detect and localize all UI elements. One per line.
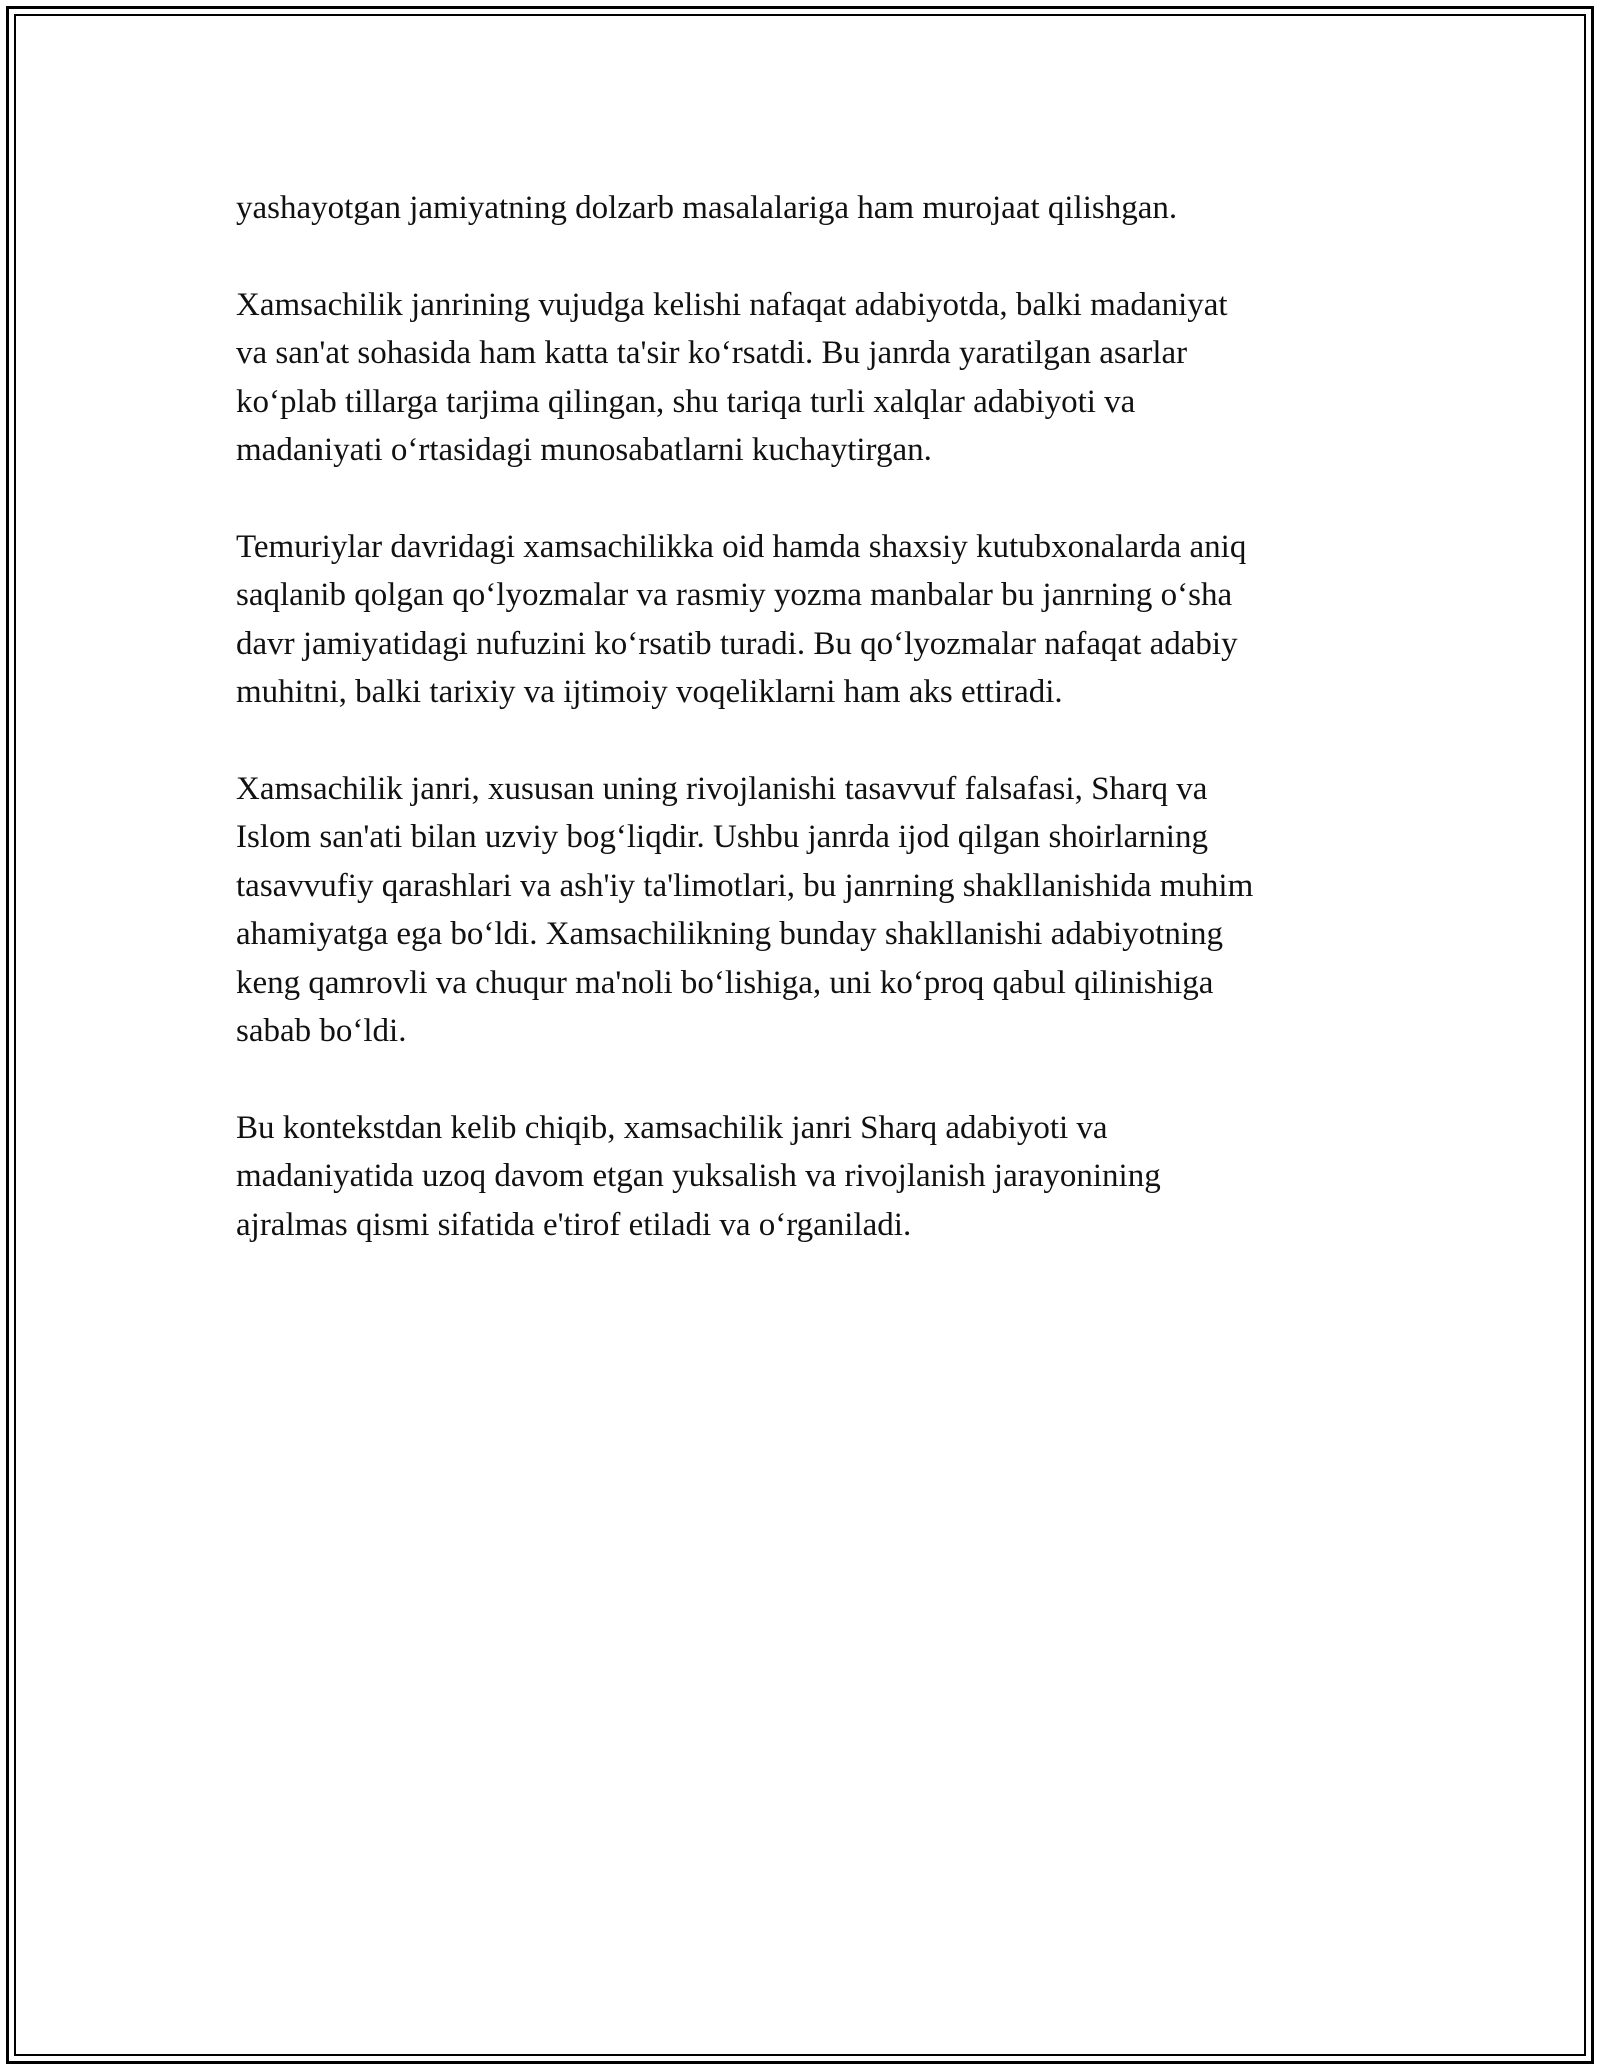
paragraph-5: Bu kontekstdan kelib chiqib, xamsachilik janri Sharq adabiyoti va madaniyatida uzoq davom etgan yuksalish va rivojlanish jarayonining ajralmas qismi sifatida e'tirof etiladi va o‘rganiladi. [236, 1109, 1161, 1243]
paragraph-1: yashayotgan jamiyatning dolzarb masalalariga ham murojaat qilishgan. [236, 190, 1178, 226]
paragraph-4: Xamsachilik janri, xususan uning rivojlanishi tasavvuf falsafasi, Sharq va Islom san'ati bilan uzviy bog‘liqdir. Ushbu janrda ijod qilgan shoirlarning tasavvufiy qarashlari va ash'iy ta'limotlari, bu janrning shakllanishida muhim ahamiyatga ega bo‘ldi. Xamsachilikning bunday shakllanishi adabiyotning keng qamrovli va chuqur ma'noli bo‘lishiga, uni ko‘proq qabul qilinishiga sabab bo‘ldi. [236, 770, 1254, 1049]
paragraph-2: Xamsachilik janrining vujudga kelishi nafaqat adabiyotda, balki madaniyat va san'at sohasida ham katta ta'sir ko‘rsatdi. Bu janrda yaratilgan asarlar ko‘plab tillarga tarjima qilingan, shu tariqa turli xalqlar adabiyoti va madaniyati o‘rtasidagi munosabatlarni kuchaytirgan. [236, 286, 1228, 468]
paragraph-3: Temuriylar davridagi xamsachilikka oid hamda shaxsiy kutubxonalarda aniq saqlanib qolgan qo‘lyozmalar va rasmiy yozma manbalar bu janrning o‘sha davr jamiyatidagi nufuzini ko‘rsatib turadi. Bu qo‘lyozmalar nafaqat adabiy muhitni, balki tarixiy va ijtimoiy voqeliklarni ham aks ettiradi. [236, 528, 1247, 710]
document-body [236, 184, 1396, 1297]
